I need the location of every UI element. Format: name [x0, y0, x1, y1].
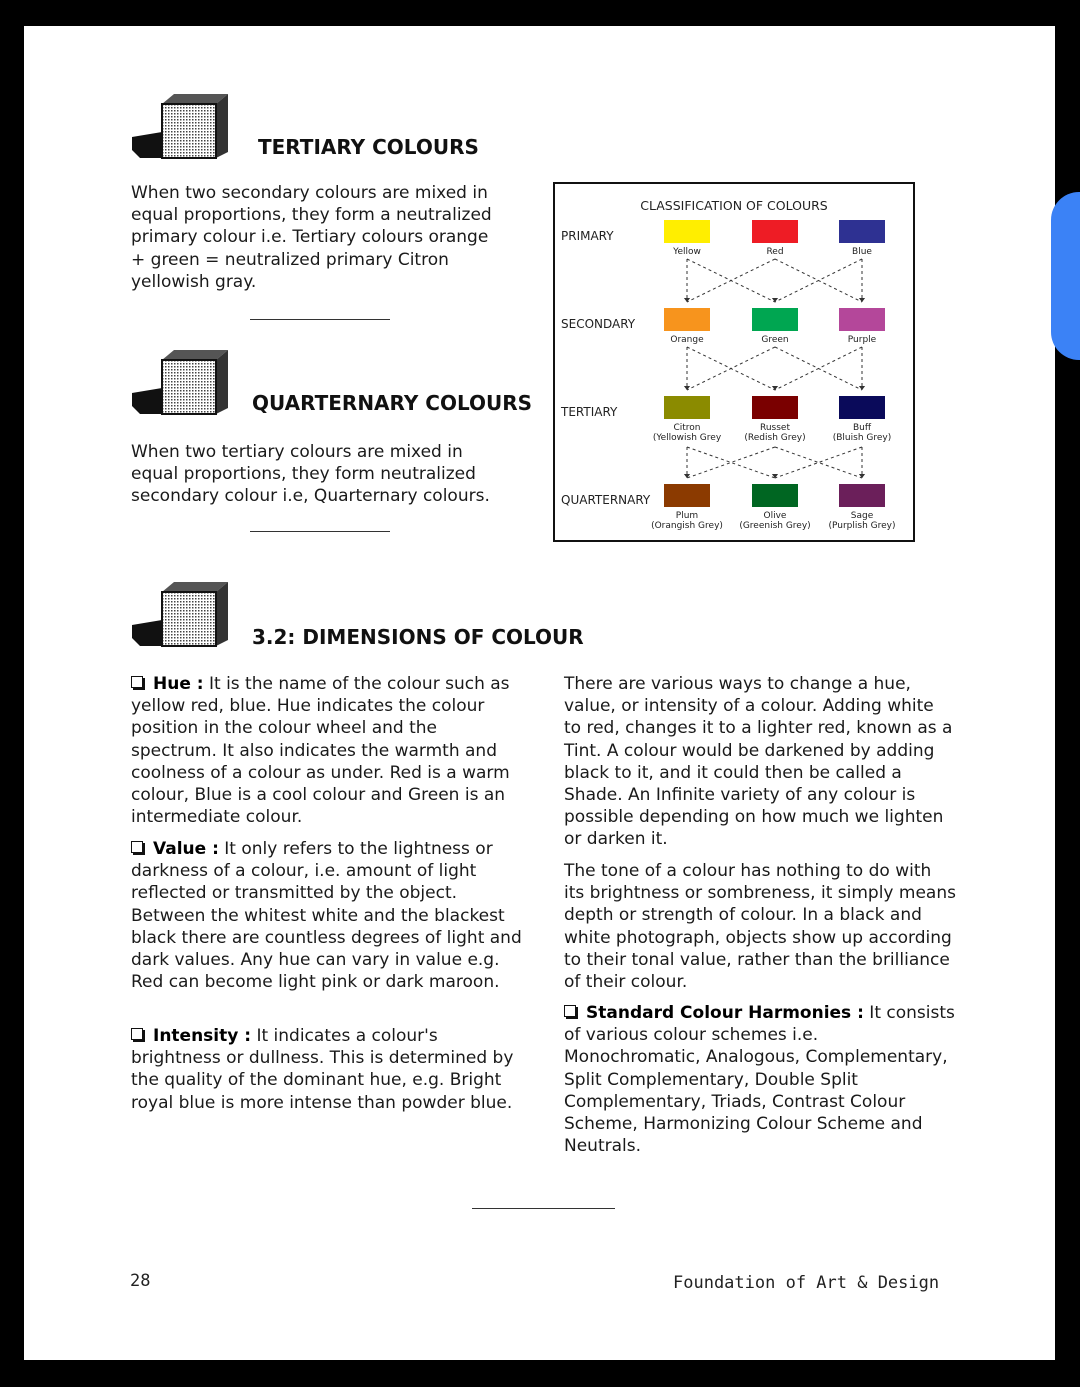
color-swatch	[664, 396, 710, 419]
page-number: 28	[130, 1271, 151, 1291]
intensity-title: Intensity :	[153, 1026, 252, 1046]
checkbox-bullet-icon	[131, 676, 143, 688]
arrow-head-icon	[859, 298, 865, 302]
arrow-head-icon	[684, 386, 690, 390]
quarternary-heading: QUARTERNARY COLOURS	[252, 391, 533, 415]
color-swatch	[839, 484, 885, 507]
cube-bullet-icon	[132, 348, 232, 416]
side-scroll-tab[interactable]	[1051, 192, 1080, 360]
row-label: TERTIARY	[561, 405, 618, 419]
swatch-subname: (Orangish Grey)	[651, 521, 723, 531]
color-swatch	[752, 484, 798, 507]
arrow-head-icon	[859, 386, 865, 390]
intensity-paragraph	[131, 1025, 523, 1114]
dimensions-heading: 3.2: DIMENSIONS OF COLOUR	[252, 625, 584, 649]
classification-diagram	[553, 182, 915, 542]
harmonies-paragraph	[564, 1002, 956, 1157]
color-swatch	[752, 220, 798, 243]
value-title: Value :	[153, 839, 219, 859]
swatch-name: Red	[766, 247, 784, 257]
tertiary-heading: TERTIARY COLOURS	[258, 135, 479, 159]
swatch-subname: (Yellowish Grey	[652, 433, 722, 443]
color-swatch	[664, 308, 710, 331]
cube-bullet-icon	[132, 92, 232, 160]
arrow-head-icon	[684, 298, 690, 302]
color-swatch	[839, 396, 885, 419]
hue-text: It is the name of the colour such as yellow red, blue. Hue indicates the colour position in the colour wheel and the spectrum. It also indicates the warmth and coolness of a colour as under. Red is a warm colour, Blue is a cool colour and Green is an intermediate colour.	[131, 674, 510, 828]
color-swatch	[839, 308, 885, 331]
value-text: It only refers to the lightness or darkness of a colour, i.e. amount of light reflected or transmitted by the object. Between the whitest white and the blackest black there are countless degrees of light and dark values. Any hue can vary in value e.g. Red can become light pink or dark maroon.	[131, 839, 522, 993]
divider	[250, 319, 390, 320]
swatch-name: Buff	[852, 423, 872, 433]
row-label: QUARTERNARY	[561, 493, 651, 507]
hue-paragraph	[131, 673, 523, 828]
hue-title: Hue :	[153, 674, 204, 694]
swatch-subname: (Purplish Grey)	[828, 521, 896, 531]
diagram-title: CLASSIFICATION OF COLOURS	[640, 198, 828, 213]
color-swatch	[664, 484, 710, 507]
swatch-name: Russet	[760, 423, 790, 433]
tone-paragraph: The tone of a colour has nothing to do with its brightness or sombreness, it simply means depth or strength of colour. In a black and white photograph, objects show up according to their tonal value, rather than the brilliance of their colour.	[564, 861, 956, 993]
color-swatch	[664, 220, 710, 243]
swatch-subname: (Redish Grey)	[744, 433, 806, 443]
swatch-name: Blue	[852, 247, 872, 257]
intensity-text: It indicates a colour's brightness or dullness. This is determined by the quality of the dominant hue, e.g. Bright royal blue is more intense than powder blue.	[131, 1026, 514, 1113]
cube-bullet-icon	[132, 580, 232, 648]
swatch-name: Green	[761, 335, 789, 345]
harmonies-title: Standard Colour Harmonies :	[586, 1003, 864, 1023]
checkbox-bullet-icon	[131, 1028, 143, 1040]
arrow-head-icon	[772, 298, 778, 302]
swatch-subname: (Bluish Grey)	[832, 433, 892, 443]
book-title: Foundation of Art & Design	[673, 1273, 940, 1293]
color-swatch	[839, 220, 885, 243]
row-label: PRIMARY	[561, 229, 614, 243]
tertiary-body: When two secondary colours are mixed in equal proportions, they form a neutralized primary colour i.e. Tertiary colours orange + green = neutralized primary Citron yellowish gray.	[131, 183, 492, 292]
divider	[472, 1208, 615, 1209]
swatch-name: Purple	[847, 335, 877, 345]
swatch-name: Sage	[850, 511, 874, 521]
swatch-subname: (Greenish Grey)	[739, 521, 811, 531]
value-paragraph	[131, 838, 523, 993]
harmonies-text: It consists of various colour schemes i.e. Monochromatic, Analogous, Complementary, Split Complementary, Double Split Complementary, Triads, Contrast Colour Scheme, Harmonizing Colour Scheme and Neutrals.	[564, 1003, 955, 1157]
checkbox-bullet-icon	[564, 1005, 576, 1017]
ways-paragraph: There are various ways to change a hue, value, or intensity of a colour. Adding white to red, changes it to a lighter red, known as a Tint. A colour would be darkened by adding black to it, and it could then be called a Shade. An Infinite variety of any colour is possible depending on how much we lighten or darken it.	[564, 674, 953, 850]
swatch-name: Olive	[763, 511, 787, 521]
color-swatch	[752, 396, 798, 419]
swatch-name: Citron	[673, 423, 701, 433]
row-label: SECONDARY	[561, 317, 636, 331]
swatch-name: Orange	[670, 335, 704, 345]
arrow-head-icon	[772, 386, 778, 390]
divider	[250, 531, 390, 532]
checkbox-bullet-icon	[131, 841, 143, 853]
color-swatch	[752, 308, 798, 331]
classification-chart	[555, 184, 913, 540]
quarternary-body: When two tertiary colours are mixed in equal proportions, they form neutralized secondary colour i.e, Quarternary colours.	[131, 442, 490, 507]
swatch-name: Plum	[675, 511, 699, 521]
swatch-name: Yellow	[673, 247, 701, 257]
